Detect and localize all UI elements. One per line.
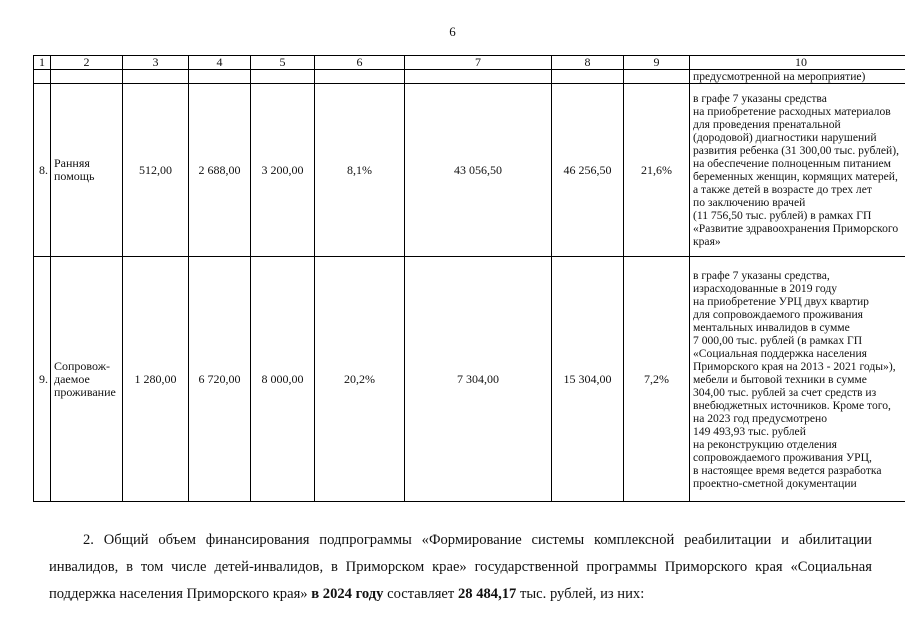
- row-note: [690, 84, 905, 257]
- header-cell: 8: [552, 56, 624, 70]
- table-cell: [552, 70, 624, 84]
- note-line: на обеспечение полноценным питанием: [693, 157, 891, 170]
- row-name: Сопровож-даемое проживание: [51, 257, 123, 502]
- note-line: 304,00 тыс. рублей за счет средств из: [693, 385, 877, 399]
- row-note: [690, 257, 905, 502]
- note-line: внебюджетных источников. Кроме того,: [693, 398, 891, 412]
- continuation-note: предусмотренной на мероприятие): [690, 70, 905, 84]
- paragraph-text: составляет: [387, 586, 455, 602]
- note-line: проектно-сметной документации: [693, 476, 857, 490]
- table-cell: [251, 70, 315, 84]
- cell-col7: 7 304,00: [405, 257, 552, 502]
- note-line: беременных женщин, кормящих матерей,: [693, 170, 898, 183]
- note-line: ментальных инвалидов в сумме: [693, 320, 850, 334]
- table-row: [34, 84, 905, 257]
- note-line: «Развитие здравоохранения Приморского: [693, 222, 899, 235]
- financing-table: [33, 55, 905, 502]
- header-cell: 1: [34, 56, 51, 70]
- note-line: по заключению врачей: [693, 196, 806, 209]
- table-cell: [624, 70, 690, 84]
- note-line: Приморского края на 2013 - 2021 годы»),: [693, 359, 896, 373]
- header-cell: 10: [690, 56, 905, 70]
- header-cell: 7: [405, 56, 552, 70]
- header-cell: 5: [251, 56, 315, 70]
- cell-col6: 20,2%: [315, 257, 405, 502]
- table-cell: [405, 70, 552, 84]
- paragraph-text: тыс. рублей, из них:: [519, 586, 645, 602]
- note-line: края»: [693, 235, 721, 248]
- header-cell: 9: [624, 56, 690, 70]
- cell-col3: 1 280,00: [123, 257, 189, 502]
- header-cell: 3: [123, 56, 189, 70]
- cell-col3: 512,00: [123, 84, 189, 257]
- note-line: (дородовой) диагностики нарушений: [693, 131, 877, 144]
- paragraph-text: 2. Общий объем финансирования подпрограммы «Формирование системы комплексной реабилитации и абилитации инвалидов, в том числе детей-инвалидов, в Приморском крае» государственной программы Приморского края «Социальная поддержка населения Приморского края»: [49, 532, 872, 602]
- row-name: Ранняя помощь: [51, 84, 123, 257]
- cell-col5: 3 200,00: [251, 84, 315, 257]
- table-row: [34, 257, 905, 502]
- note-line: на приобретение расходных материалов: [693, 105, 891, 118]
- cell-col9: 21,6%: [624, 84, 690, 257]
- note-line: для проведения пренатальной: [693, 118, 841, 131]
- note-line: а также детей в возрасте до трех лет: [693, 183, 872, 196]
- note-line: в графе 7 указаны средства: [693, 92, 827, 105]
- cell-col8: 15 304,00: [552, 257, 624, 502]
- note-line: на 2023 год предусмотрено: [693, 411, 828, 425]
- page-number: 6: [449, 24, 456, 39]
- note-line: мебели и бытовой техники в сумме: [693, 372, 867, 386]
- cell-col5: 8 000,00: [251, 257, 315, 502]
- note-line: 149 493,93 тыс. рублей: [693, 424, 806, 438]
- cell-col4: 6 720,00: [189, 257, 251, 502]
- paragraph-year: в 2024 году: [311, 586, 384, 602]
- table-cell: [34, 70, 51, 84]
- table-cell: [189, 70, 251, 84]
- cell-col9: 7,2%: [624, 257, 690, 502]
- note-line: сопровождаемого проживания УРЦ,: [693, 450, 872, 464]
- header-cell: 2: [51, 56, 123, 70]
- note-line: израсходованные в 2019 году: [693, 281, 838, 295]
- row-index: 9.: [34, 257, 51, 502]
- header-cell: 4: [189, 56, 251, 70]
- cell-col8: 46 256,50: [552, 84, 624, 257]
- note-line: на приобретение УРЦ двух квартир: [693, 294, 869, 308]
- paragraph-amount: 28 484,17: [457, 586, 517, 602]
- table-cell: [51, 70, 123, 84]
- row-index: 8.: [34, 84, 51, 257]
- note-line: развития ребенка (31 300,00 тыс. рублей),: [693, 144, 899, 157]
- table-continuation-row: [34, 70, 905, 84]
- note-line: для сопровождаемого проживания: [693, 307, 863, 321]
- note-line: в графе 7 указаны средства,: [693, 268, 830, 282]
- cell-col7: 43 056,50: [405, 84, 552, 257]
- note-line: 7 000,00 тыс. рублей (в рамках ГП: [693, 333, 863, 347]
- note-line: (11 756,50 тыс. рублей) в рамках ГП: [693, 209, 872, 222]
- cell-col4: 2 688,00: [189, 84, 251, 257]
- financing-paragraph: [49, 527, 872, 608]
- cell-col6: 8,1%: [315, 84, 405, 257]
- table-cell: [315, 70, 405, 84]
- note-line: «Социальная поддержка населения: [693, 346, 868, 360]
- header-cell: 6: [315, 56, 405, 70]
- table-cell: [123, 70, 189, 84]
- note-line: на реконструкцию отделения: [693, 437, 837, 451]
- table-header-row: [34, 56, 905, 70]
- note-line: в настоящее время ведется разработка: [693, 463, 882, 477]
